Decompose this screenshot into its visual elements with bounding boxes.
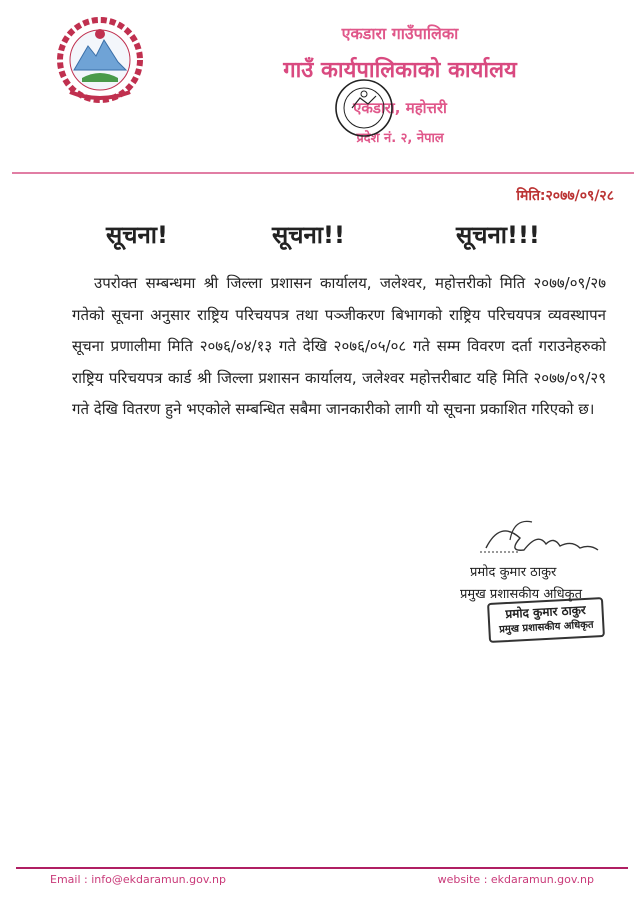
notice-body [72, 268, 606, 426]
footer-divider [16, 867, 628, 869]
signatory-stamp-title: प्रमुख प्रशासकीय अधिकृत [498, 619, 594, 636]
notice-heading-1: सूचना! [106, 221, 168, 249]
signatory-title: प्रमुख प्रशासकीय अधिकृत [460, 587, 583, 602]
office-location: एकडारा, महोत्तरी [353, 99, 447, 117]
signatory-name: प्रमोद कुमार ठाकुर [470, 565, 557, 580]
nepal-emblem-icon [52, 16, 148, 104]
notice-body-text: उपरोक्त सम्बन्धमा श्री जिल्ला प्रशासन कार्यालय, जलेश्वर, महोत्तरीको मिति २०७७/०९/२७ गतेको सूचना अनुसार राष्ट्रिय परिचयपत्र तथा पञ्जीकरण बिभागको राष्ट्रिय परिचयपत्र व्यवस्थापन सूचना प्रणालीमा मिति २०७६/०४/१३ गते देखि २०७६/०५/०८ गते सम्म विवरण दर्ता गराउनेहरुको राष्ट्रिय परिचयपत्र कार्ड श्री जिल्ला प्रशासन कार्यालय, जलेश्वर महोत्तरीबाट यहि मिति २०७७/०९/२९ गते देखि वितरण हुने भएकोले सम्बन्धित सबैमा जानकारीको लागी यो सूचना प्रकाशित गरिएको छ। [72, 274, 606, 418]
notice-date: मिति:२०७७/०९/२८ [516, 188, 614, 204]
footer-email: Email : info@ekdaramun.gov.np [50, 873, 226, 886]
province-line: प्रदेश नं. २, नेपाल [356, 131, 444, 146]
municipality-name: एकडारा गाउँपालिका [341, 24, 459, 43]
signatory-stamp [487, 597, 605, 643]
footer-website: website : ekdaramun.gov.np [437, 873, 594, 886]
office-title: गाउँ कार्यपालिकाको कार्यालय [283, 58, 517, 83]
notice-heading-3: सूचना!!! [456, 221, 540, 249]
signatory-stamp-name: प्रमोद कुमार ठाकुर [505, 602, 587, 622]
notice-heading-2: सूचना!! [272, 221, 345, 249]
official-round-stamp-icon [314, 64, 414, 164]
header-divider [12, 172, 634, 174]
